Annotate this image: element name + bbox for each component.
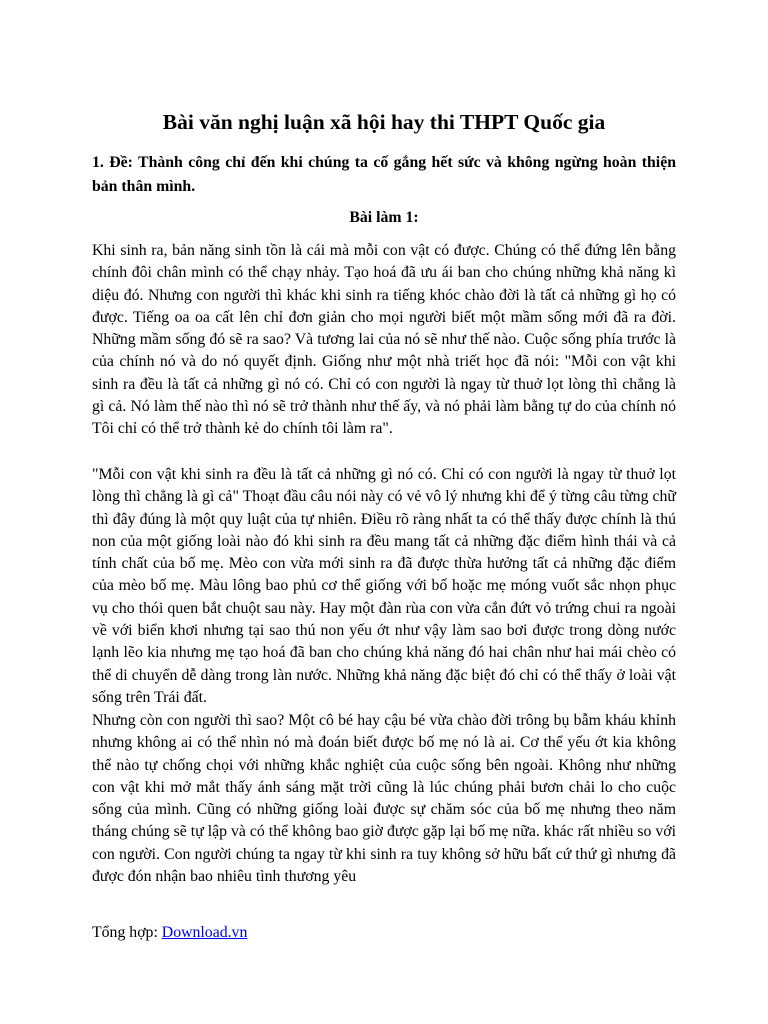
essay-question: 1. Đề: Thành công chỉ đến khi chúng ta cố gắng hết sức và không ngừng hoàn thiện bản thân mình. — [92, 154, 676, 195]
paragraph-3: Nhưng còn con người thì sao? Một cô bé hay cậu bé vừa chào đời trông bụ bẫm kháu khỉnh nhưng không ai có thể nhìn nó mà đoán biết được bố mẹ nó là ai. Cơ thể yếu ớt kia không thể nào tự chống chọi với những khắc nghiệt của cuộc sống bên ngoài. Không như những con vật khi mở mắt thấy ánh sáng mặt trời cũng là lúc chúng phải bươn chải lo cho cuộc sống của mình. Cũng có những giống loài được sự chăm sóc của bố mẹ nhưng theo năm tháng chúng sẽ tự lập và có thể không bao giờ được gặp lại bố mẹ nữa. khác rất nhiều so với con người. Con người chúng ta ngay từ khi sinh ra tuy không sở hữu bất cứ thứ gì nhưng đã được đón nhận bao nhiêu tình thương yêu — [92, 712, 676, 886]
paragraph-1: Khi sinh ra, bản năng sinh tồn là cái mà mỗi con vật có được. Chúng có thể đứng lên bằng chính đôi chân mình có thể chạy nhảy. Tạo hoá đã ưu ái ban cho chúng những khả năng kì diệu đó. Nhưng con người thì khác khi sinh ra tiếng khóc chào đời là tất cả những gì họ có được. Tiếng oa oa cất lên chỉ đơn giản cho mọi người biết một mầm sống mới đã ra đời. Những mầm sống đó sẽ ra sao? Và tương lai của nó sẽ như thế nào. Cuộc sống phía trước là của chính nó và do nó quyết định. Giống như một nhà triết học đã nói: "Mỗi con vật khi sinh ra đều là tất cả những gì nó có. Chỉ có con người là ngay từ thuở lọt lòng thì chẳng là gì cả. Nó làm thế nào thì nó sẽ trở thành như thế ấy, và nó phải làm bằng tự do của chính nó Tôi chỉ có thể trở thành kẻ do chính tôi làm ra". — [92, 242, 676, 438]
essay-heading: Bài làm 1: — [349, 209, 419, 226]
footer-source-link[interactable]: Download.vn — [161, 924, 248, 941]
document-title: Bài văn nghị luận xã hội hay thi THPT Quốc gia — [162, 110, 606, 134]
footer — [92, 922, 247, 944]
paragraph-2: "Mỗi con vật khi sinh ra đều là tất cả những gì nó có. Chỉ có con người là ngay từ thuở lọt lòng thì chẳng là gì cả" Thoạt đầu câu nói này có vẻ vô lý nhưng khi để ý từng câu từng chữ thì đây đúng là một quy luật của tự nhiên. Điều rõ ràng nhất ta có thể thấy được chính là thú non của một giống loài nào đó khi sinh ra đều mang tất cả những đặc điểm hình thái và cả tính chất của bố mẹ. Mèo con vừa mới sinh ra đã được thừa hưởng tất cả những đặc điểm của mèo bố mẹ. Màu lông bao phủ cơ thể giống với bố hoặc mẹ móng vuốt sắc nhọn phục vụ cho thói quen bắt chuột sau này. Hay một đàn rùa con vừa cắn đứt vỏ trứng chui ra ngoài về với biển khơi nhưng tại sao thú non yếu ớt như vậy làm sao bơi được trong dòng nước lạnh lẽo kia nhưng mẹ tạo hoá đã ban cho chúng khả năng đó hai chân như hai mái chèo có thể di chuyển dễ dàng trong làn nước. Những khả năng đặc biệt đó chỉ có thể thấy ở loài vật sống trên Trái đất. — [92, 466, 676, 706]
footer-label: Tổng hợp: — [92, 924, 158, 941]
